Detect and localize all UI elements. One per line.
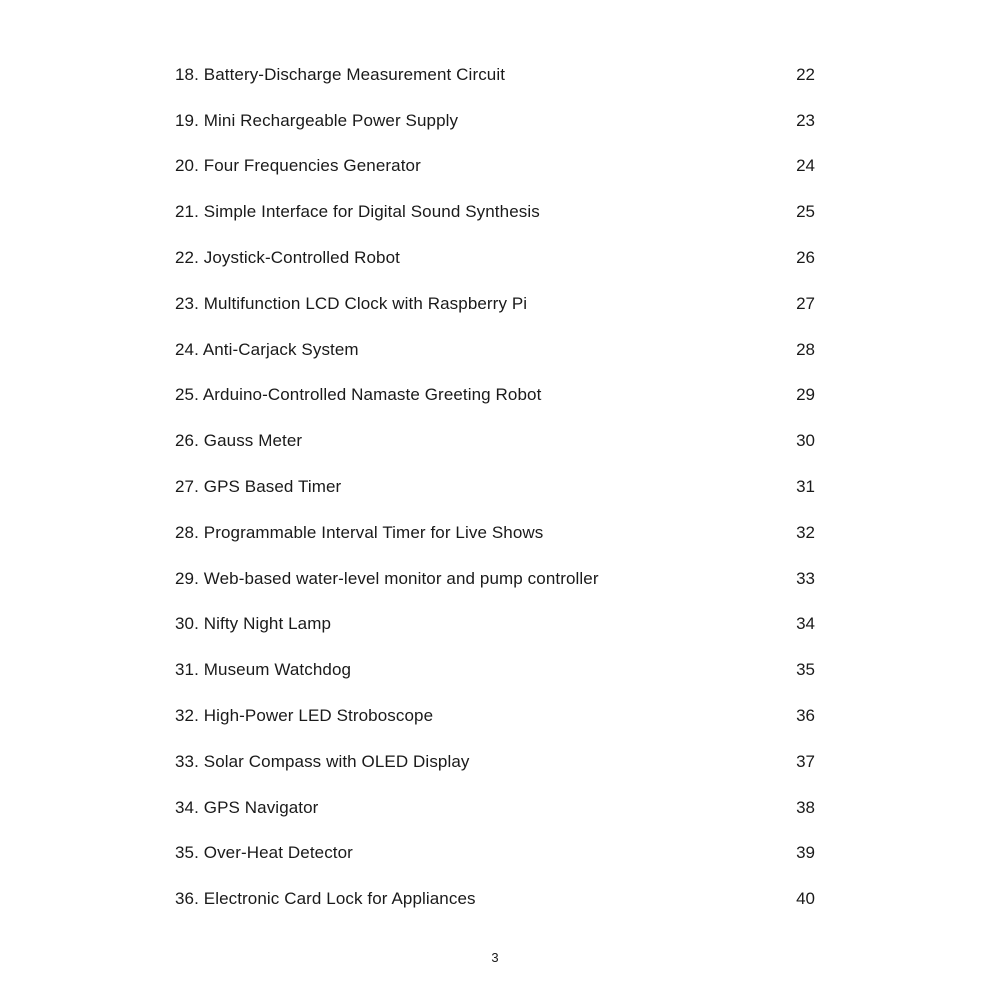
toc-entry[interactable] <box>175 235 815 281</box>
toc-entry-title: 21. Simple Interface for Digital Sound Synthesis <box>175 202 540 222</box>
toc-entry[interactable] <box>175 281 815 327</box>
toc-entry-title: 22. Joystick-Controlled Robot <box>175 248 400 268</box>
toc-entry-title: 20. Four Frequencies Generator <box>175 156 421 176</box>
toc-entry-page: 39 <box>796 843 815 863</box>
toc-entry[interactable] <box>175 189 815 235</box>
toc-entry-title: 26. Gauss Meter <box>175 431 303 451</box>
table-of-contents <box>175 52 815 922</box>
toc-entry-title: 24. Anti-Carjack System <box>175 339 359 359</box>
toc-entry-title: 27. GPS Based Timer <box>175 477 342 497</box>
toc-entry[interactable] <box>175 373 815 419</box>
toc-entry[interactable] <box>175 602 815 648</box>
toc-entry-page: 25 <box>796 202 815 222</box>
toc-entry[interactable] <box>175 647 815 693</box>
toc-entry-page: 35 <box>796 660 815 680</box>
toc-entry-page: 32 <box>796 522 815 542</box>
toc-entry-title: 28. Programmable Interval Timer for Live Shows <box>175 522 544 542</box>
toc-entry-title: 19. Mini Rechargeable Power Supply <box>175 110 459 130</box>
toc-entry[interactable] <box>175 327 815 373</box>
toc-entry[interactable] <box>175 510 815 556</box>
toc-entry-title: 31. Museum Watchdog <box>175 660 352 680</box>
toc-entry[interactable] <box>175 52 815 98</box>
page-number: 3 <box>491 950 499 965</box>
toc-entry-page: 24 <box>796 156 815 176</box>
toc-entry[interactable] <box>175 831 815 877</box>
toc-entry-title: 32. High-Power LED Stroboscope <box>175 706 434 726</box>
toc-entry-page: 23 <box>796 110 815 130</box>
toc-entry[interactable] <box>175 693 815 739</box>
toc-entry[interactable] <box>175 464 815 510</box>
toc-entry-title: 36. Electronic Card Lock for Appliances <box>175 889 476 909</box>
toc-entry-page: 40 <box>796 889 815 909</box>
toc-entry[interactable] <box>175 144 815 190</box>
toc-entry-title: 33. Solar Compass with OLED Display <box>175 751 470 771</box>
toc-entry-page: 30 <box>796 431 815 451</box>
toc-entry-page: 29 <box>796 385 815 405</box>
toc-entry-title: 25. Arduino-Controlled Namaste Greeting Robot <box>175 385 542 405</box>
toc-entry-page: 27 <box>796 293 815 313</box>
toc-entry[interactable] <box>175 556 815 602</box>
toc-entry[interactable] <box>175 785 815 831</box>
toc-entry-title: 23. Multifunction LCD Clock with Raspberry Pi <box>175 293 528 313</box>
toc-entry-title: 29. Web-based water-level monitor and pump controller <box>175 568 599 588</box>
toc-entry[interactable] <box>175 98 815 144</box>
toc-entry-page: 31 <box>796 477 815 497</box>
toc-entry-page: 26 <box>796 248 815 268</box>
toc-entry-page: 38 <box>796 797 815 817</box>
toc-entry-page: 22 <box>796 64 815 84</box>
toc-entry-title: 18. Battery-Discharge Measurement Circuit <box>175 64 506 84</box>
toc-entry-page: 36 <box>796 706 815 726</box>
toc-entry[interactable] <box>175 739 815 785</box>
toc-entry-page: 34 <box>796 614 815 634</box>
toc-entry-title: 34. GPS Navigator <box>175 797 319 817</box>
toc-entry-page: 37 <box>796 751 815 771</box>
toc-entry-title: 35. Over-Heat Detector <box>175 843 353 863</box>
toc-entry-page: 33 <box>796 568 815 588</box>
toc-entry[interactable] <box>175 418 815 464</box>
toc-entry[interactable] <box>175 876 815 922</box>
toc-entry-page: 28 <box>796 339 815 359</box>
toc-entry-title: 30. Nifty Night Lamp <box>175 614 332 634</box>
